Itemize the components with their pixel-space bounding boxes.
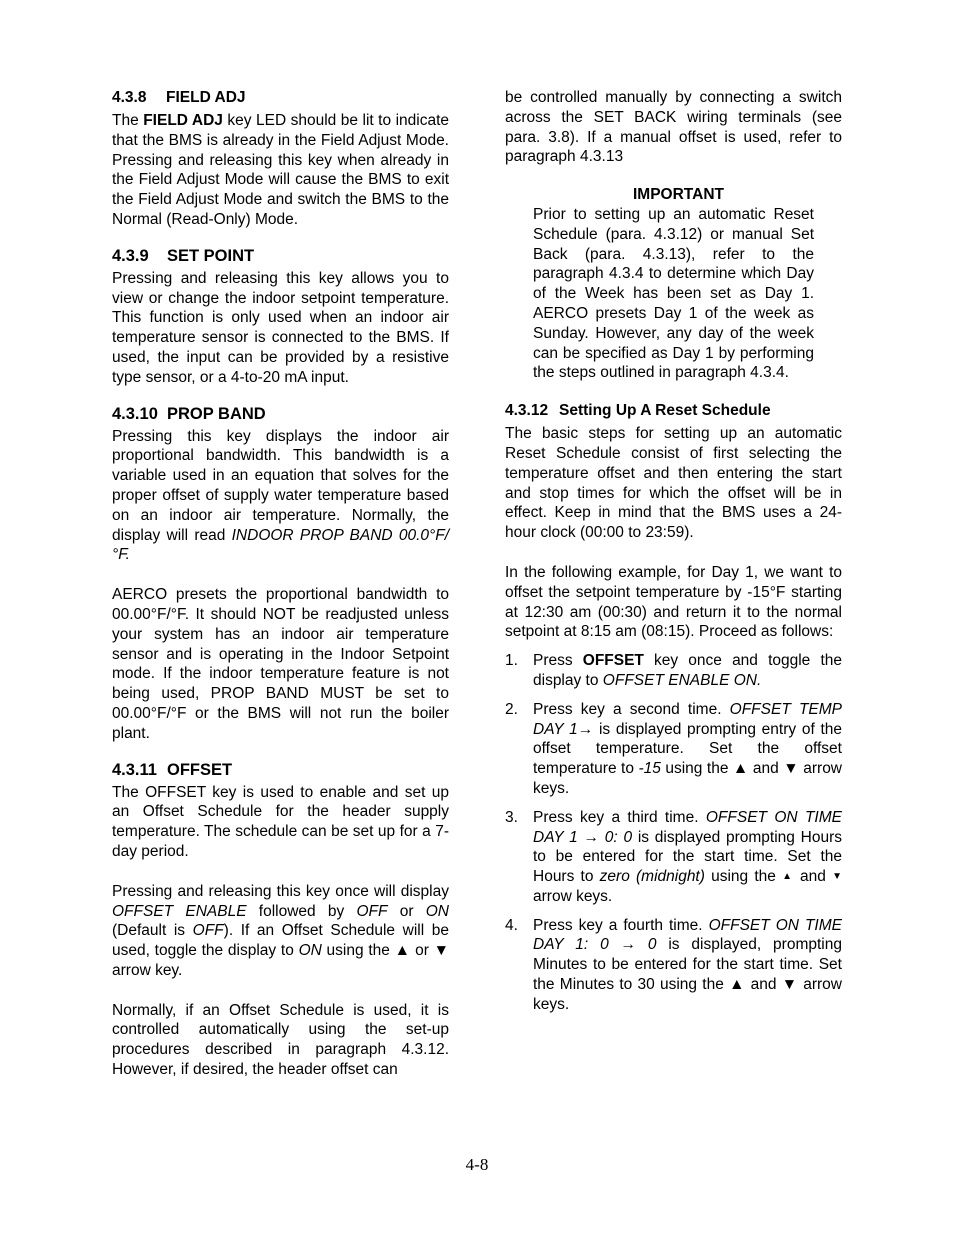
section-heading-4-3-8 bbox=[112, 88, 449, 108]
section-number: 4.3.9 bbox=[112, 246, 149, 265]
paragraph bbox=[112, 1001, 449, 1080]
text-run: using the ▲ and ▼ arrow keys. bbox=[533, 760, 843, 797]
paragraph bbox=[112, 882, 449, 981]
text-run: key LED should be lit to indicate that the BMS is already in the Field Adjust Mode. Pressing and releasing this key when already in the Field Adjust Mode will cause the BMS to exit the Field Adjust Mode and switch the BMS to the Normal (Read-Only) Mode. bbox=[112, 112, 450, 228]
left-column bbox=[112, 88, 449, 1080]
text-run: FIELD ADJ bbox=[143, 112, 223, 129]
paragraph bbox=[112, 269, 449, 388]
section-title: OFFSET bbox=[167, 760, 233, 779]
text-run: The basic steps for setting up an automatic Reset Schedule consist of first selecting the temperature offset and then entering the start and stop times for which the offset will be in effect. Keep in mind that the BMS uses a 24-hour clock (00:00 to 23:59). bbox=[505, 425, 842, 542]
text-run: OFFSET ENABLE ON. bbox=[602, 671, 762, 689]
steps-list bbox=[505, 651, 842, 1015]
paragraph bbox=[112, 427, 449, 566]
text-run: The bbox=[112, 112, 144, 129]
text-run: (Default is bbox=[112, 922, 193, 940]
paragraph bbox=[112, 585, 449, 743]
text-run: arrow keys. bbox=[533, 887, 613, 905]
text-run: The OFFSET key is used to enable and set up an Offset Schedule for the header supply temperature. The schedule can be set up for a 7-day period. bbox=[112, 783, 449, 860]
text-run: OFFSET TEMP DAY 1→ bbox=[533, 700, 842, 738]
section-title: SET POINT bbox=[167, 246, 255, 265]
text-run: ON bbox=[298, 942, 322, 960]
text-run: ). If an Offset Schedule will be used, toggle the display to bbox=[112, 922, 449, 960]
text-run: Prior to setting up an automatic Reset Schedule (para. 4.3.12) or manual Set Back (para. 4.3.13), refer to the paragraph 4.3.4 to determine which Day of the Week has been set as Day 1. AERCO presets Day 1 of the week as Sunday. However, any day of the week can be specified as Day 1 by performing the steps outlined in paragraph 4.3.4. bbox=[533, 205, 814, 382]
step-item bbox=[505, 651, 842, 691]
section-number: 4.3.12 bbox=[505, 402, 549, 420]
text-run: using the ▲ or ▼ arrow key. bbox=[112, 942, 449, 979]
text-run: is displayed, prompting Minutes to be entered for the start time. Set the Minutes to 30 using the ▲ and ▼ arrow keys. bbox=[533, 936, 842, 1013]
text-run: Pressing and releasing this key once will display bbox=[112, 882, 449, 900]
section-title: PROP BAND bbox=[167, 404, 266, 423]
text-run: Press bbox=[533, 652, 583, 670]
text-run: Press key a second time. bbox=[533, 700, 730, 718]
paragraph bbox=[112, 111, 449, 230]
text-run: OFF bbox=[192, 922, 224, 940]
text-run: OFF bbox=[356, 902, 388, 920]
paragraph bbox=[505, 563, 842, 642]
section-heading-4-3-9 bbox=[112, 246, 449, 266]
section-title: FIELD ADJ bbox=[166, 89, 246, 106]
step-item bbox=[505, 700, 842, 799]
text-run: Normally, if an Offset Schedule is used, it is controlled automatically using the set-up procedures described in paragraph 4.3.12. However, if desired, the header offset can bbox=[112, 1001, 449, 1079]
step-text bbox=[533, 652, 842, 689]
text-run: In the following example, for Day 1, we want to offset the setpoint temperature by -15°F starting at 12:30 am (00:30) and return it to the normal setpoint at 8:15 am (08:15). Proceed as follows: bbox=[505, 563, 842, 641]
section-heading-4-3-10 bbox=[112, 404, 449, 424]
step-item bbox=[505, 916, 842, 1015]
step-text bbox=[533, 809, 842, 905]
text-run: AERCO presets the proportional bandwidth to 00.00°F/°F. It should NOT be readjusted unless your system has an indoor air temperature sensor and is operating in the Indoor Setpoint mode. If the indoor temperature feature is not being used, PROP BAND MUST be set to 00.00°F/°F or the BMS will not run the boiler plant. bbox=[112, 586, 449, 742]
section-number: 4.3.8 bbox=[112, 89, 147, 106]
paragraph bbox=[112, 783, 449, 862]
text-run: using the bbox=[704, 868, 783, 886]
text-run: is displayed prompting Hours to be entered for the start time. Set the Hours to bbox=[533, 828, 842, 886]
step-number: 1. bbox=[505, 652, 518, 670]
text-run: is displayed prompting entry of the offset temperature. Set the offset temperature to bbox=[533, 720, 842, 778]
text-run: zero (midnight) bbox=[599, 868, 705, 886]
text-run: OFFSET ON TIME DAY 1: 0 → 0 bbox=[533, 916, 842, 954]
text-run: OFFSET ON TIME DAY 1 → 0: 0 bbox=[533, 808, 842, 846]
text-run: OFFSET bbox=[582, 652, 644, 670]
step-number: 3. bbox=[505, 808, 518, 826]
text-run: Pressing and releasing this key allows you to view or change the indoor setpoint temperature. This function is only used when an indoor air temperature sensor is connected to the BMS. If used, the input can be provided by a resistive type sensor, or a 4-to-20 mA input. bbox=[112, 269, 449, 386]
page-number: 4-8 bbox=[465, 1155, 489, 1174]
right-column bbox=[505, 88, 842, 1024]
text-run: ▲ bbox=[782, 871, 794, 883]
text-run: be controlled manually by connecting a switch across the SET BACK wiring terminals (see para. 3.8). If a manual offset is used, refer to paragraph 4.3.13 bbox=[505, 89, 842, 166]
step-number: 4. bbox=[505, 916, 518, 934]
text-run: Press key a third time. bbox=[533, 808, 706, 826]
section-heading-4-3-11 bbox=[112, 760, 449, 780]
step-item bbox=[505, 808, 842, 907]
text-run: Pressing this key displays the indoor air proportional bandwidth. This bandwidth is a variable used in an equation that solves for the proper offset of supply water temperature based on an indoor air temperature. Normally, the display will read bbox=[112, 427, 449, 544]
text-run: ▼ bbox=[832, 871, 842, 883]
text-run: and bbox=[793, 868, 833, 886]
text-run: or bbox=[387, 902, 426, 920]
text-run: key once and toggle the display to bbox=[533, 652, 842, 689]
text-run: Press key a fourth time. bbox=[533, 916, 709, 934]
paragraph-continued bbox=[505, 88, 842, 167]
important-note bbox=[533, 205, 814, 383]
text-run: INDOOR PROP BAND 00.0°F/°F. bbox=[112, 526, 449, 564]
section-heading-4-3-12 bbox=[505, 401, 842, 421]
step-text bbox=[533, 917, 842, 1013]
important-heading: IMPORTANT bbox=[633, 186, 724, 204]
section-title: Setting Up A Reset Schedule bbox=[559, 402, 771, 420]
step-text bbox=[533, 701, 842, 797]
text-run: OFFSET ENABLE bbox=[112, 902, 247, 920]
section-number: 4.3.10 bbox=[112, 404, 158, 423]
text-run: followed by bbox=[246, 902, 357, 920]
section-number: 4.3.11 bbox=[112, 760, 157, 779]
step-number: 2. bbox=[505, 700, 518, 718]
text-run: ON bbox=[425, 902, 449, 920]
text-run: -15 bbox=[638, 760, 661, 778]
paragraph bbox=[505, 424, 842, 543]
